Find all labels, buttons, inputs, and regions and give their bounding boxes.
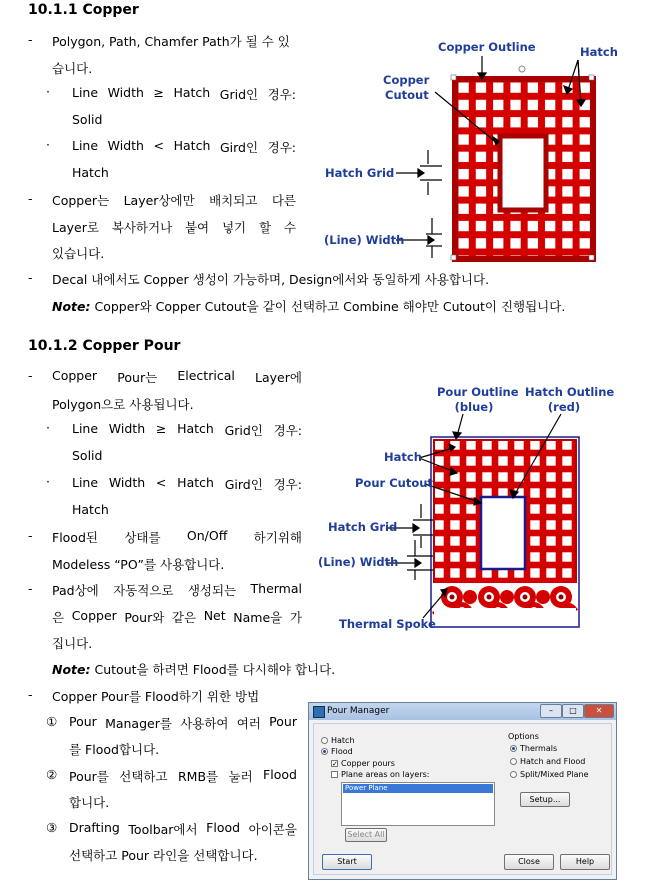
step-3-text-b: 선택하고 Pour 라인을 선택합니다.: [69, 848, 258, 863]
copper-note: Note: Copper와 Copper Cutout을 같이 선택하고 Combine 해야만 Cutout이 진행됩니다.: [52, 299, 566, 314]
pour-note: Note: Cutout을 하려면 Flood를 다시해야 합니다.: [52, 662, 336, 677]
options-label: Options: [508, 732, 539, 741]
check-icon: ✓: [332, 760, 338, 768]
sub-bullet: ·: [46, 84, 50, 99]
help-button[interactable]: Help: [560, 854, 610, 870]
copper-sub-1b: Solid: [72, 112, 103, 127]
pour-manager-dialog: [308, 702, 617, 880]
list-item[interactable]: Power Plane: [343, 784, 493, 793]
step-number-3: ③: [46, 820, 58, 835]
layer-list[interactable]: [341, 782, 495, 826]
step-1-text: Pour Manager를 사용하여 여러 Pour: [69, 714, 297, 731]
step-2-text: Pour를 선택하고 RMB를 눌러 Flood: [69, 767, 297, 784]
select-all-button[interactable]: Select All: [345, 828, 387, 842]
close-button[interactable]: Close: [504, 854, 554, 870]
bullet-dash: -: [28, 270, 33, 285]
plane-areas-checkbox[interactable]: Plane areas on layers:: [331, 770, 429, 779]
pour-text-2: Flood된 상태를 On/Off 하기위해: [52, 528, 302, 545]
bullet-dash: -: [28, 368, 33, 383]
label-copper-cutout-1: Copper: [383, 73, 430, 87]
thermals-radio[interactable]: Thermals: [510, 744, 557, 753]
step-number-1: ①: [46, 714, 58, 729]
radio-icon: [510, 745, 517, 752]
label-hatch-grid: Hatch Grid: [325, 166, 395, 180]
copper-text-3: Decal 내에서도 Copper 생성이 가능하며, Design에서와 동일하게 사용합니다.: [52, 272, 490, 287]
minimize-icon[interactable]: –: [540, 704, 562, 718]
pour-sub-2b: Hatch: [72, 502, 109, 517]
label-line-width: (Line) Width: [324, 233, 405, 247]
maximize-icon[interactable]: □: [562, 704, 584, 718]
pour-sub-1: Line Width ≥ Hatch Grid인 경우:: [72, 421, 302, 438]
copper-sub-1: Line Width ≥ Hatch Grid인 경우:: [72, 85, 296, 102]
copper-sub-2: Line Width < Hatch Gird인 경우:: [72, 138, 296, 155]
pour-text-4: Copper Pour를 Flood하기 위한 방법: [52, 689, 260, 704]
bullet-dash: -: [28, 191, 33, 206]
label-pour-hatch: Hatch: [384, 450, 422, 464]
label-pour-outline-1: Pour Outline: [437, 385, 519, 399]
start-button[interactable]: Start: [322, 854, 372, 870]
copper-sub-2b: Hatch: [72, 165, 109, 180]
sub-bullet: ·: [46, 474, 50, 489]
copper-text-1b: 습니다.: [52, 61, 93, 76]
label-hatch-outline-1: Hatch Outline: [525, 385, 615, 399]
dialog-titlebar[interactable]: [309, 703, 616, 720]
pour-sub-1b: Solid: [72, 448, 103, 463]
step-1-text-b: 를 Flood합니다.: [69, 742, 160, 757]
label-pour-cutout: Pour Cutout: [355, 476, 433, 490]
checkbox-icon: [331, 771, 338, 778]
dialog-body: [313, 723, 612, 875]
label-thermal-spoke: Thermal Spoke: [339, 617, 436, 631]
label-pour-outline-2: (blue): [454, 400, 494, 414]
step-number-2: ②: [46, 767, 58, 782]
copper-pours-checkbox[interactable]: ✓ Copper pours: [332, 759, 395, 768]
label-copper-cutout-2: Cutout: [385, 88, 429, 102]
pour-text-3c: 집니다.: [52, 636, 93, 651]
pour-text-1: Copper Pour는 Electrical Layer에: [52, 368, 302, 385]
bullet-dash: -: [28, 687, 33, 702]
section-title-copper: 10.1.1 Copper: [28, 2, 139, 18]
label-pour-line-width: (Line) Width: [318, 555, 399, 569]
radio-icon: [321, 737, 328, 744]
bullet-dash: -: [28, 581, 33, 596]
hatch-radio[interactable]: Hatch: [321, 736, 355, 745]
pour-text-1b: Polygon으로 사용됩니다.: [52, 397, 194, 412]
label-hatch: Hatch: [580, 45, 618, 59]
step-3-text: Drafting Toolbar에서 Flood 아이콘을: [69, 820, 297, 837]
radio-icon: [510, 771, 517, 778]
flood-radio[interactable]: Flood: [321, 747, 353, 756]
copper-text-2: Copper는 Layer상에만 배치되고 다른: [52, 193, 296, 208]
pour-sub-2: Line Width < Hatch Gird인 경우:: [72, 475, 302, 492]
bullet-dash: -: [28, 528, 33, 543]
pour-text-3b: 은 Copper Pour와 같은 Net Name을 가: [52, 608, 302, 625]
sub-bullet: ·: [46, 420, 50, 435]
dialog-title: Pour Manager: [327, 706, 390, 716]
step-2-text-b: 합니다.: [69, 795, 110, 810]
split-mixed-plane-radio[interactable]: Split/Mixed Plane: [510, 770, 589, 779]
label-hatch-outline-2: (red): [547, 400, 581, 414]
pour-text-2b: Modeless “PO”를 사용합니다.: [52, 557, 225, 572]
radio-icon: [321, 748, 328, 755]
label-copper-outline: Copper Outline: [438, 40, 536, 54]
sub-bullet: ·: [46, 137, 50, 152]
radio-icon: [510, 758, 517, 765]
app-icon: [313, 706, 325, 718]
copper-text-1: Polygon, Path, Chamfer Path가 될 수 있: [52, 34, 290, 49]
copper-text-2b: Layer로 복사하거나 붙여 넣기 할 수: [52, 220, 296, 235]
setup-button[interactable]: Setup...: [520, 792, 570, 807]
copper-diagram: [310, 32, 620, 264]
copper-pour-diagram: [315, 380, 615, 632]
hatch-and-flood-radio[interactable]: Hatch and Flood: [510, 757, 585, 766]
section-title-copper-pour: 10.1.2 Copper Pour: [28, 338, 181, 354]
label-pour-hatch-grid: Hatch Grid: [328, 520, 398, 534]
copper-text-2c: 있습니다.: [52, 246, 105, 261]
bullet-dash: -: [28, 32, 33, 47]
close-icon[interactable]: ✕: [584, 704, 614, 718]
pour-text-3: Pad상에 자동적으로 생성되는 Thermal: [52, 581, 302, 598]
